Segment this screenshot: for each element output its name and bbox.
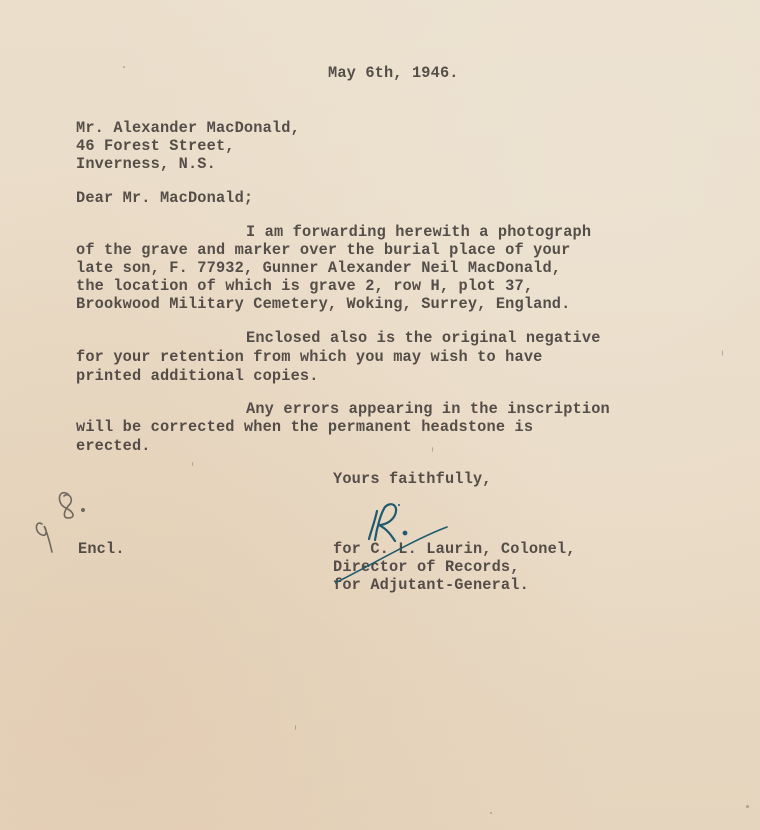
paragraph-1-line-4: the location of which is grave 2, row H, plot 37, xyxy=(76,277,534,295)
paragraph-1-line-5: Brookwood Military Cemetery, Woking, Surrey, England. xyxy=(76,295,571,313)
paper-speck xyxy=(123,66,125,68)
signature-line-2: Director of Records, xyxy=(333,558,520,576)
paragraph-2-line-3: printed additional copies. xyxy=(76,367,319,385)
paper-speck xyxy=(192,462,193,466)
paragraph-3-line-1: Any errors appearing in the inscription xyxy=(246,400,610,418)
recipient-name: Mr. Alexander MacDonald, xyxy=(76,119,300,137)
handwritten-signature-icon xyxy=(335,495,465,595)
paragraph-1-line-1: I am forwarding herewith a photograph xyxy=(246,223,592,241)
paragraph-2-line-1: Enclosed also is the original negative xyxy=(246,329,601,347)
paper-speck xyxy=(746,805,749,808)
signature-line-3: for Adjutant-General. xyxy=(333,576,529,594)
enclosure-note: Encl. xyxy=(78,540,125,558)
closing: Yours faithfully, xyxy=(333,470,492,488)
paper-speck xyxy=(295,725,296,730)
paragraph-1-line-2: of the grave and marker over the burial place of your xyxy=(76,241,571,259)
salutation: Dear Mr. MacDonald; xyxy=(76,189,254,207)
paragraph-1-line-3: late son, F. 77932, Gunner Alexander Neil MacDonald, xyxy=(76,259,562,277)
signature-line-1: for C. L. Laurin, Colonel, xyxy=(333,540,576,558)
paragraph-3-line-2: will be corrected when the permanent headstone is xyxy=(76,418,534,436)
paper-speck xyxy=(490,812,492,814)
paper-speck xyxy=(722,350,723,356)
recipient-city: Inverness, N.S. xyxy=(76,155,216,173)
handwritten-initials-icon xyxy=(28,482,108,562)
letter-date: May 6th, 1946. xyxy=(328,64,459,82)
recipient-street: 46 Forest Street, xyxy=(76,137,235,155)
paragraph-2-line-2: for your retention from which you may wish to have xyxy=(76,348,543,366)
paragraph-3-line-3: erected. xyxy=(76,437,151,455)
paper-speck xyxy=(432,447,433,452)
